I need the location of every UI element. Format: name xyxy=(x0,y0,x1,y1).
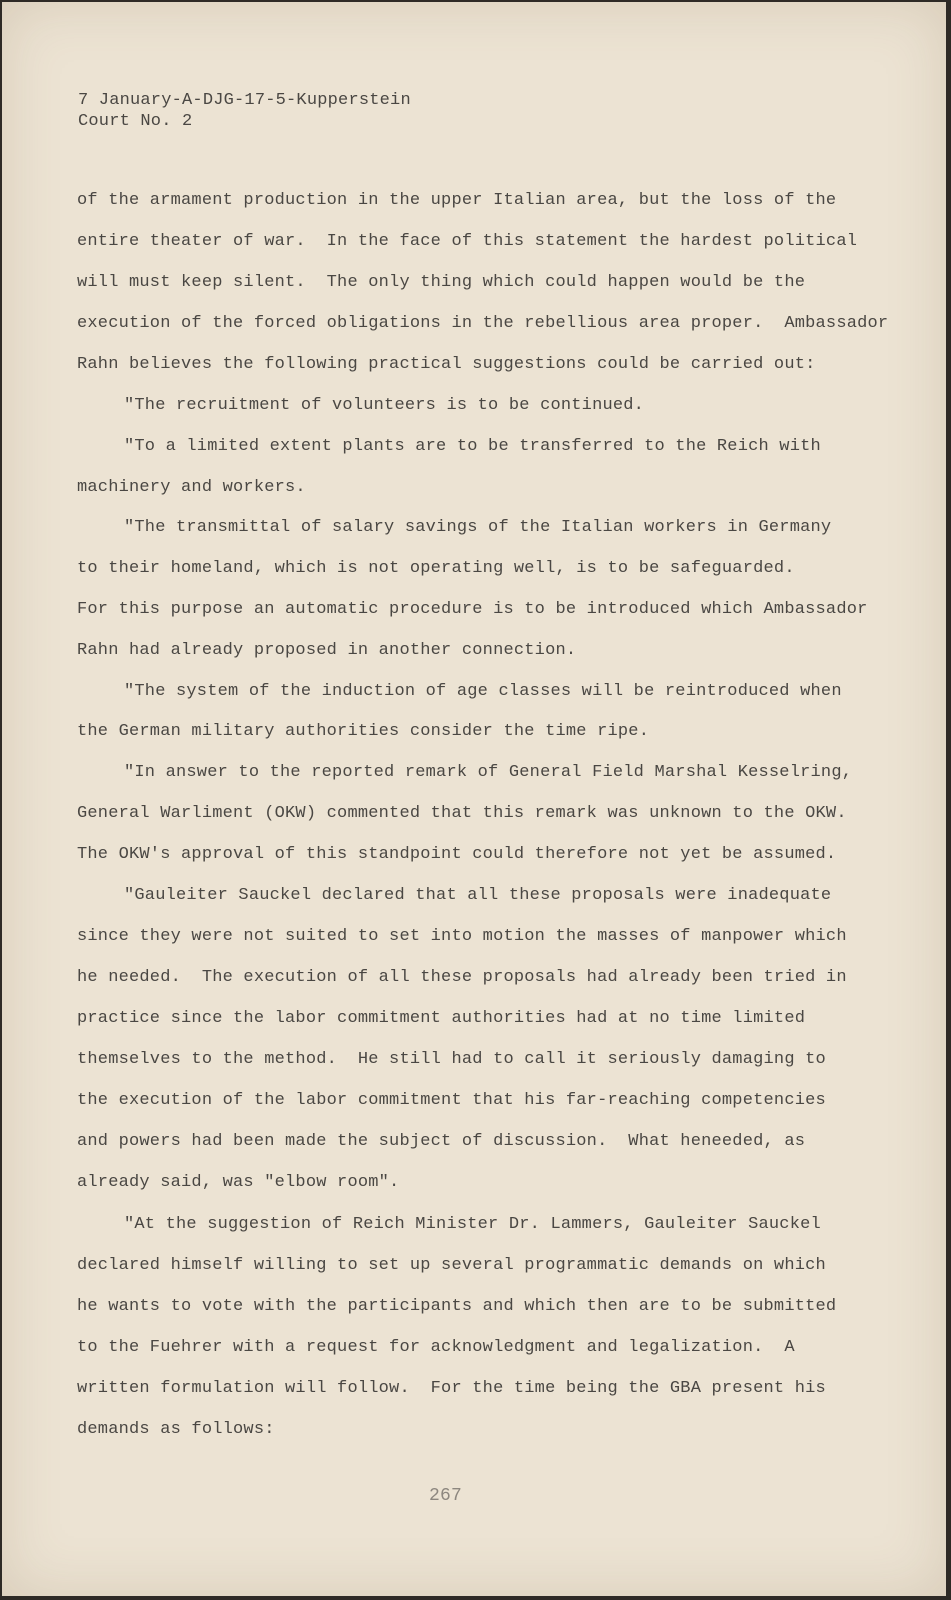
text-line: to the Fuehrer with a request for acknowledgment and legalization. A xyxy=(77,1338,795,1357)
text-line: themselves to the method. He still had to call it seriously damaging to xyxy=(77,1050,826,1069)
header-reference: 7 January-A-DJG-17-5-Kupperstein xyxy=(78,91,411,110)
text-line: he wants to vote with the participants and which then are to be submitted xyxy=(77,1297,837,1316)
text-line: "To a limited extent plants are to be transferred to the Reich with xyxy=(124,437,821,456)
text-line: to their homeland, which is not operating well, is to be safeguarded. xyxy=(77,559,795,578)
text-line: "Gauleiter Sauckel declared that all these proposals were inadequate xyxy=(124,886,832,905)
text-line: practice since the labor commitment authorities had at no time limited xyxy=(77,1009,806,1028)
document-page xyxy=(2,2,946,1596)
text-line: "The transmittal of salary savings of the Italian workers in Germany xyxy=(124,518,832,537)
text-line: already said, was "elbow room". xyxy=(77,1173,400,1192)
text-line: The OKW's approval of this standpoint could therefore not yet be assumed. xyxy=(77,845,837,864)
text-line: "At the suggestion of Reich Minister Dr. Lammers, Gauleiter Sauckel xyxy=(124,1215,821,1234)
text-line: he needed. The execution of all these proposals had already been tried in xyxy=(77,968,847,987)
page-number: 267 xyxy=(429,1486,463,1506)
text-line: written formulation will follow. For the time being the GBA present his xyxy=(77,1379,826,1398)
text-line: "The recruitment of volunteers is to be continued. xyxy=(124,396,645,415)
text-line: of the armament production in the upper Italian area, but the loss of the xyxy=(77,191,837,210)
text-line: Rahn had already proposed in another connection. xyxy=(77,641,577,660)
document-header xyxy=(78,90,411,132)
text-line: declared himself willing to set up several programmatic demands on which xyxy=(77,1256,826,1275)
text-line: For this purpose an automatic procedure is to be introduced which Ambassador xyxy=(77,600,868,619)
text-line: execution of the forced obligations in the rebellious area proper. Ambassador xyxy=(77,314,889,333)
text-line: "The system of the induction of age classes will be reintroduced when xyxy=(124,682,842,701)
text-line: "In answer to the reported remark of General Field Marshal Kesselring, xyxy=(124,763,853,782)
text-line: demands as follows: xyxy=(77,1420,275,1439)
text-line: General Warliment (OKW) commented that this remark was unknown to the OKW. xyxy=(77,804,847,823)
text-line: the German military authorities consider the time ripe. xyxy=(77,722,650,741)
text-line: and powers had been made the subject of discussion. What heneeded, as xyxy=(77,1132,806,1151)
text-line: the execution of the labor commitment that his far-reaching competencies xyxy=(77,1091,826,1110)
header-court: Court No. 2 xyxy=(78,112,193,131)
text-line: entire theater of war. In the face of this statement the hardest political xyxy=(77,232,858,251)
text-line: Rahn believes the following practical suggestions could be carried out: xyxy=(77,355,816,374)
text-line: will must keep silent. The only thing which could happen would be the xyxy=(77,273,806,292)
text-line: since they were not suited to set into motion the masses of manpower which xyxy=(77,927,847,946)
text-line: machinery and workers. xyxy=(77,478,306,497)
